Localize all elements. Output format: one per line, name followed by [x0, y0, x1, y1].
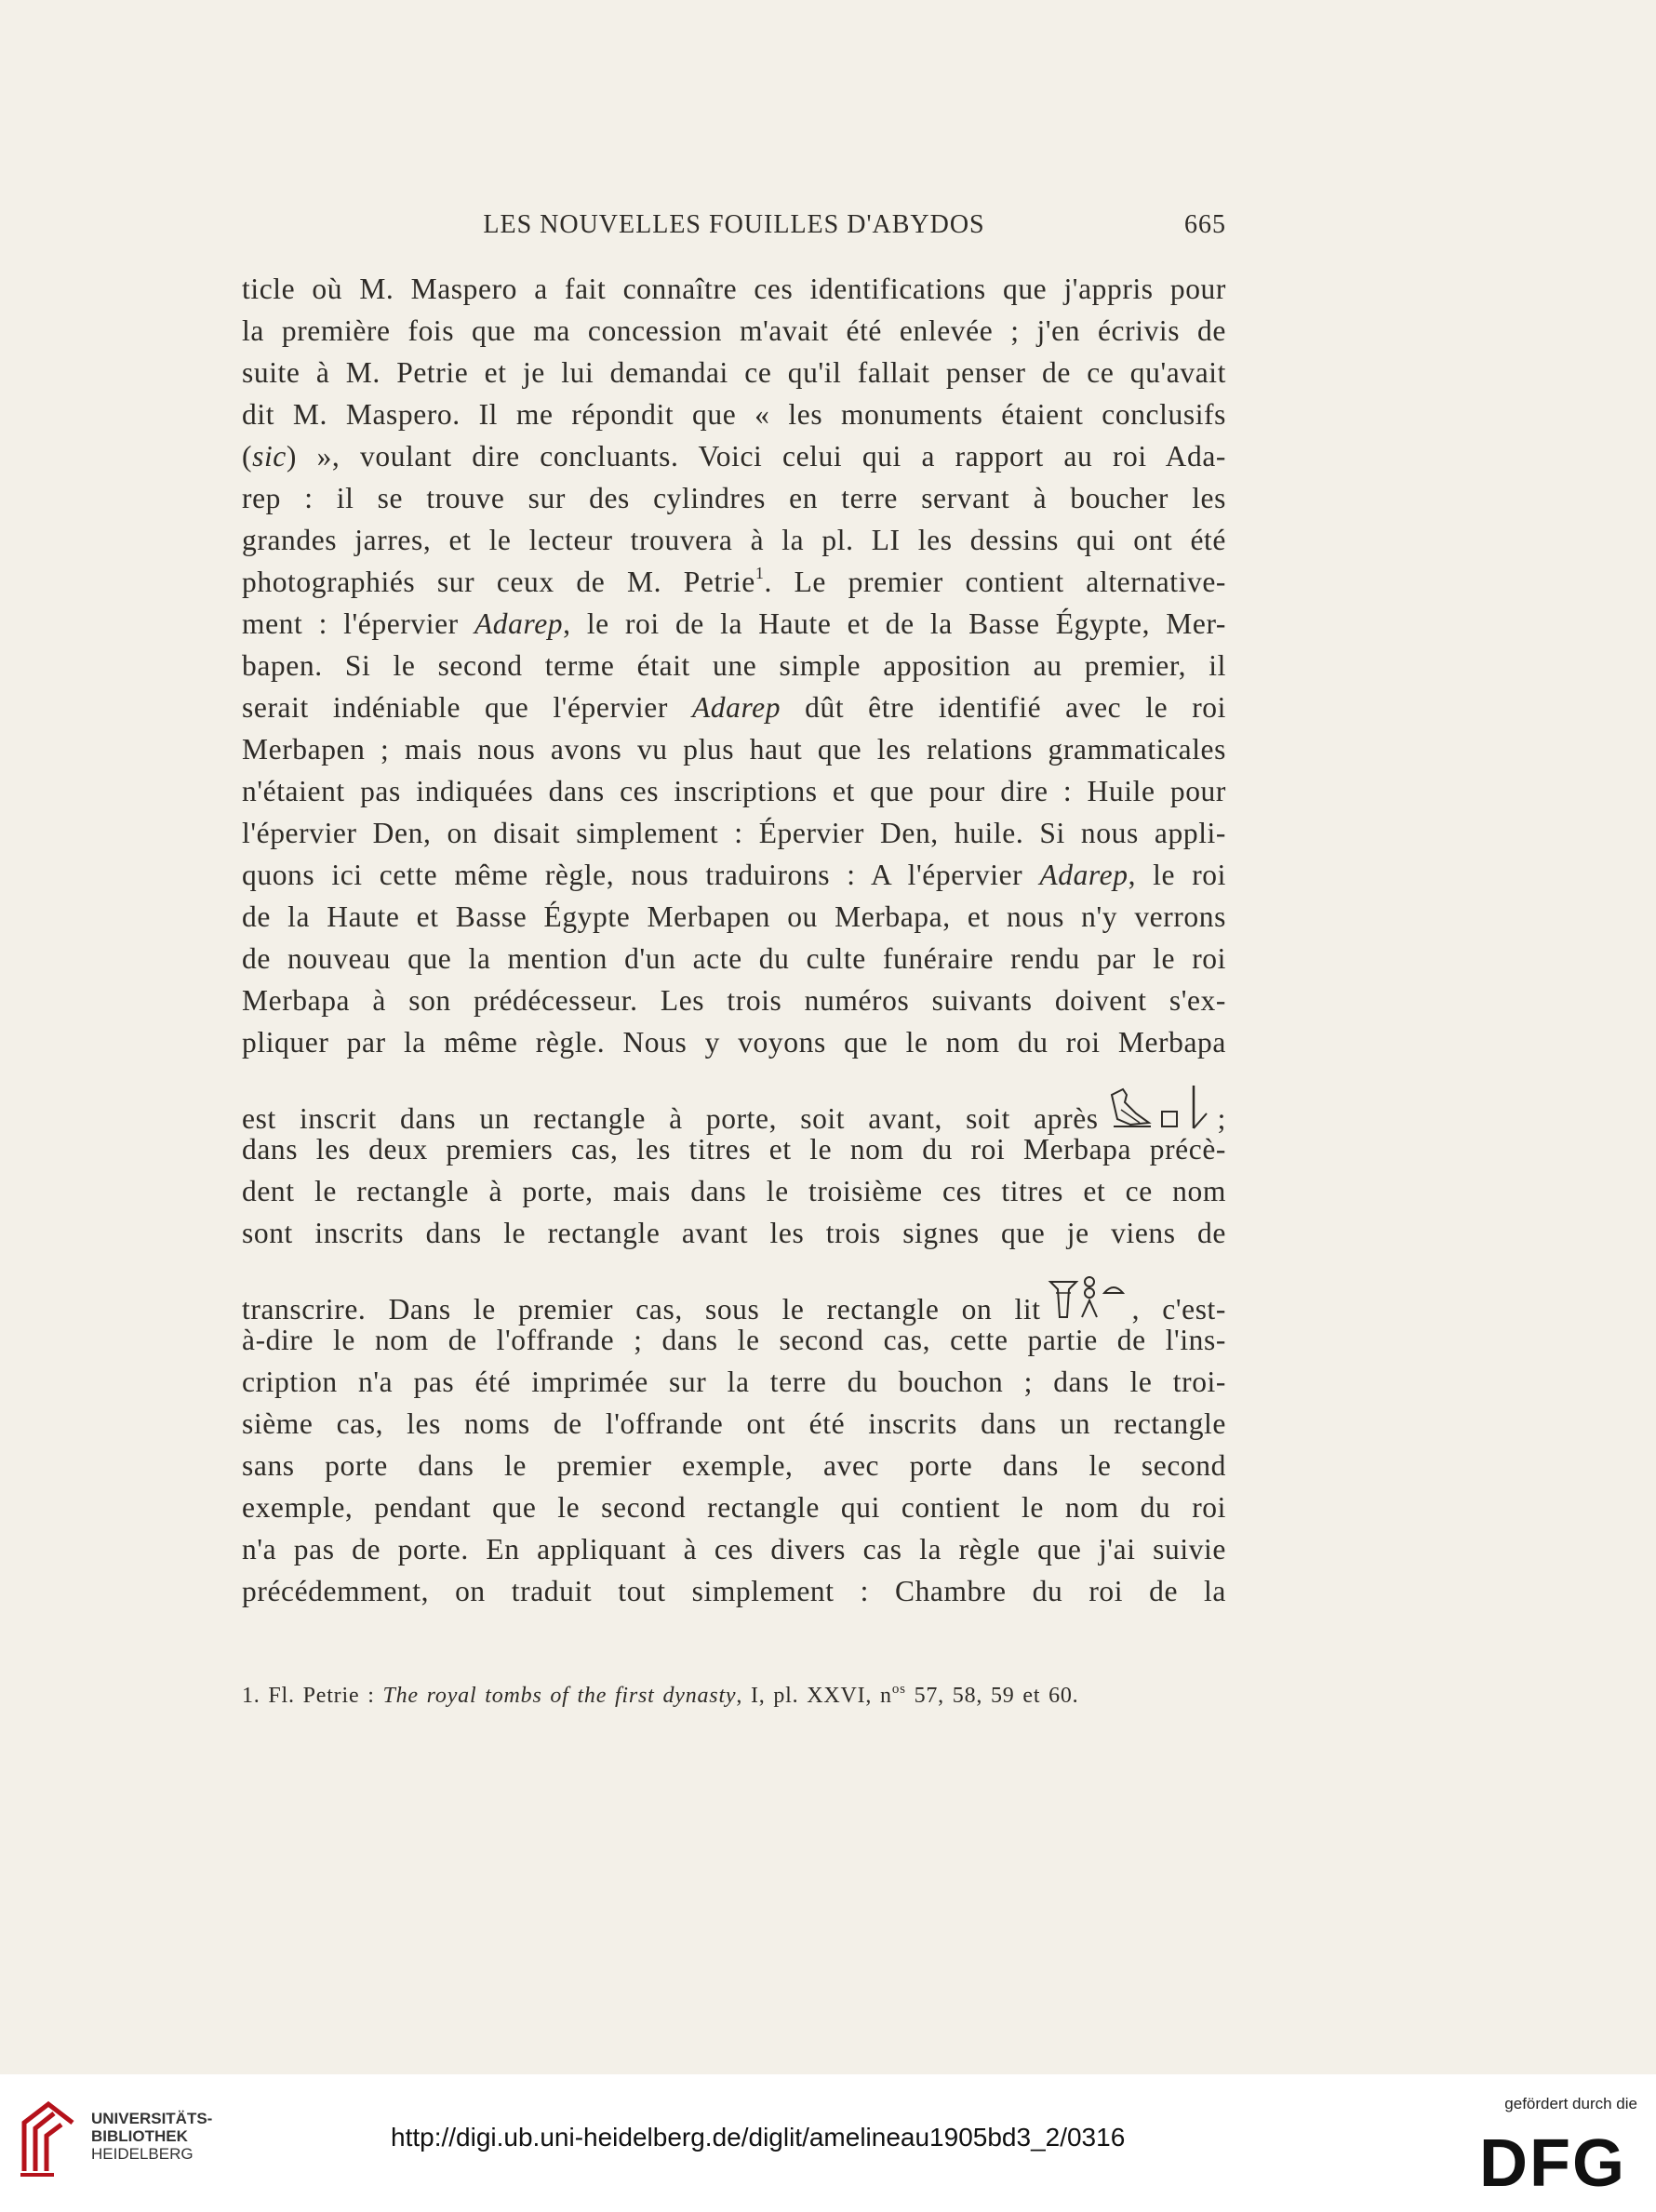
text-line: dent le rectangle à porte, mais dans le troisième ces titres et ce nom: [242, 1175, 1226, 1207]
text-line: bapen. Si le second terme était une simple apposition au premier, il: [242, 649, 1226, 682]
text-line: ticle où M. Maspero a fait connaître ces identifications que j'appris pour: [242, 273, 1226, 305]
dfg-funding-logo[interactable]: [1451, 2095, 1637, 2197]
footnote-marker: 1: [755, 564, 765, 582]
text-line: sont inscrits dans le rectangle avant les trois signes que je viens de: [242, 1217, 1226, 1249]
dfg-logo-icon: [1479, 2128, 1637, 2193]
ub-emblem-icon: [17, 2097, 82, 2180]
permalink-url[interactable]: http://digi.ub.uni-heidelberg.de/diglit/amelineau1905bd3_2/0316: [391, 2123, 1126, 2152]
text-line: sième cas, les noms de l'offrande ont été inscrits dans un rectangle: [242, 1407, 1226, 1440]
text-line: grandes jarres, et le lecteur trouvera à la pl. LI les dessins qui ont été: [242, 524, 1226, 556]
text-line: de nouveau que la mention d'un acte du culte funéraire rendu par le roi: [242, 942, 1226, 975]
text-line: la première fois que ma concession m'avait été enlevée ; j'en écrivis de: [242, 314, 1226, 347]
text-line: exemple, pendant que le second rectangle qui contient le nom du roi: [242, 1491, 1226, 1524]
svg-text:DFG: DFG: [1479, 2128, 1626, 2193]
running-head: [242, 210, 1226, 247]
text-line: serait indéniable que l'épervier Adarep dût être identifié avec le roi: [242, 691, 1226, 724]
text-line: sans porte dans le premier exemple, avec porte dans le second: [242, 1449, 1226, 1482]
text-line: précédemment, on traduit tout simplement : Chambre du roi de la: [242, 1575, 1226, 1607]
text-line: ment : l'épervier Adarep, le roi de la Haute et de la Basse Égypte, Mer-: [242, 607, 1227, 640]
italic-name: Adarep: [1039, 859, 1128, 891]
text-line: l'épervier Den, on disait simplement : Épervier Den, huile. Si nous appli-: [242, 817, 1226, 849]
footnote: 1. Fl. Petrie : The royal tombs of the first dynasty, I, pl. XXVI, $n^{os}$ 57, 58, 59 et 60.: [242, 1682, 1079, 1708]
text-line: (sic) », voulant dire concluants. Voici celui qui a rapport au roi Ada-: [242, 440, 1226, 473]
text-line: Merbapa à son prédécesseur. Les trois numéros suivants doivent s'ex-: [242, 984, 1226, 1017]
italic-sic: sic: [252, 440, 287, 473]
text-line: suite à M. Petrie et je lui demandai ce qu'il fallait penser de ce qu'avait: [242, 356, 1226, 389]
italic-name: Adarep: [474, 607, 564, 640]
italic-name: Adarep: [691, 691, 781, 724]
text-line: pliquer par la même règle. Nous y voyons que le nom du roi Merbapa: [242, 1026, 1226, 1059]
body-text: [242, 268, 1226, 1612]
text-line: cription n'a pas été imprimée sur la terre du bouchon ; dans le troi-: [242, 1366, 1226, 1398]
text-line: de la Haute et Basse Égypte Merbapen ou Merbapa, et nous n'y verrons: [242, 900, 1226, 933]
running-head-title: LES NOUVELLES FOUILLES D'ABYDOS: [483, 210, 985, 239]
footnote-title: The royal tombs of the first dynasty: [382, 1684, 737, 1708]
text-line: quons ici cette même règle, nous traduirons : A l'épervier Adarep, le roi: [242, 859, 1226, 891]
page-number: 665: [1184, 210, 1226, 239]
library-name: UNIVERSITÄTS- BIBLIOTHEK HEIDELBERG: [91, 2110, 213, 2163]
text-line: photographiés sur ceux de M. Petrie$^1$. Le premier contient alternative-: [242, 564, 1227, 598]
text-line: à-dire le nom de l'offrande ; dans le second cas, cette partie de l'ins-: [242, 1324, 1226, 1356]
text-line: Merbapen ; mais nous avons vu plus haut que les relations grammaticales: [242, 733, 1226, 766]
text-line: dans les deux premiers cas, les titres et le nom du roi Merbapa précè-: [242, 1133, 1226, 1166]
viewer-footer: [0, 2074, 1656, 2212]
funding-label: gefördert durch die: [1504, 2095, 1637, 2112]
text-line: n'étaient pas indiquées dans ces inscriptions et que pour dire : Huile pour: [242, 775, 1226, 807]
text-line: n'a pas de porte. En appliquant à ces divers cas la règle que j'ai suivie: [242, 1533, 1226, 1566]
text-line: est inscrit dans un rectangle à porte, soit avant, soit après ;: [242, 1063, 1226, 1128]
text-line: rep : il se trouve sur des cylindres en terre servant à boucher les: [242, 482, 1226, 514]
text-line: dit M. Maspero. Il me répondit que « les monuments étaient conclusifs: [242, 398, 1226, 431]
text-line: transcrire. Dans le premier cas, sous le rectangle on lit , c'est-: [242, 1254, 1226, 1319]
university-library-logo[interactable]: [17, 2102, 249, 2177]
